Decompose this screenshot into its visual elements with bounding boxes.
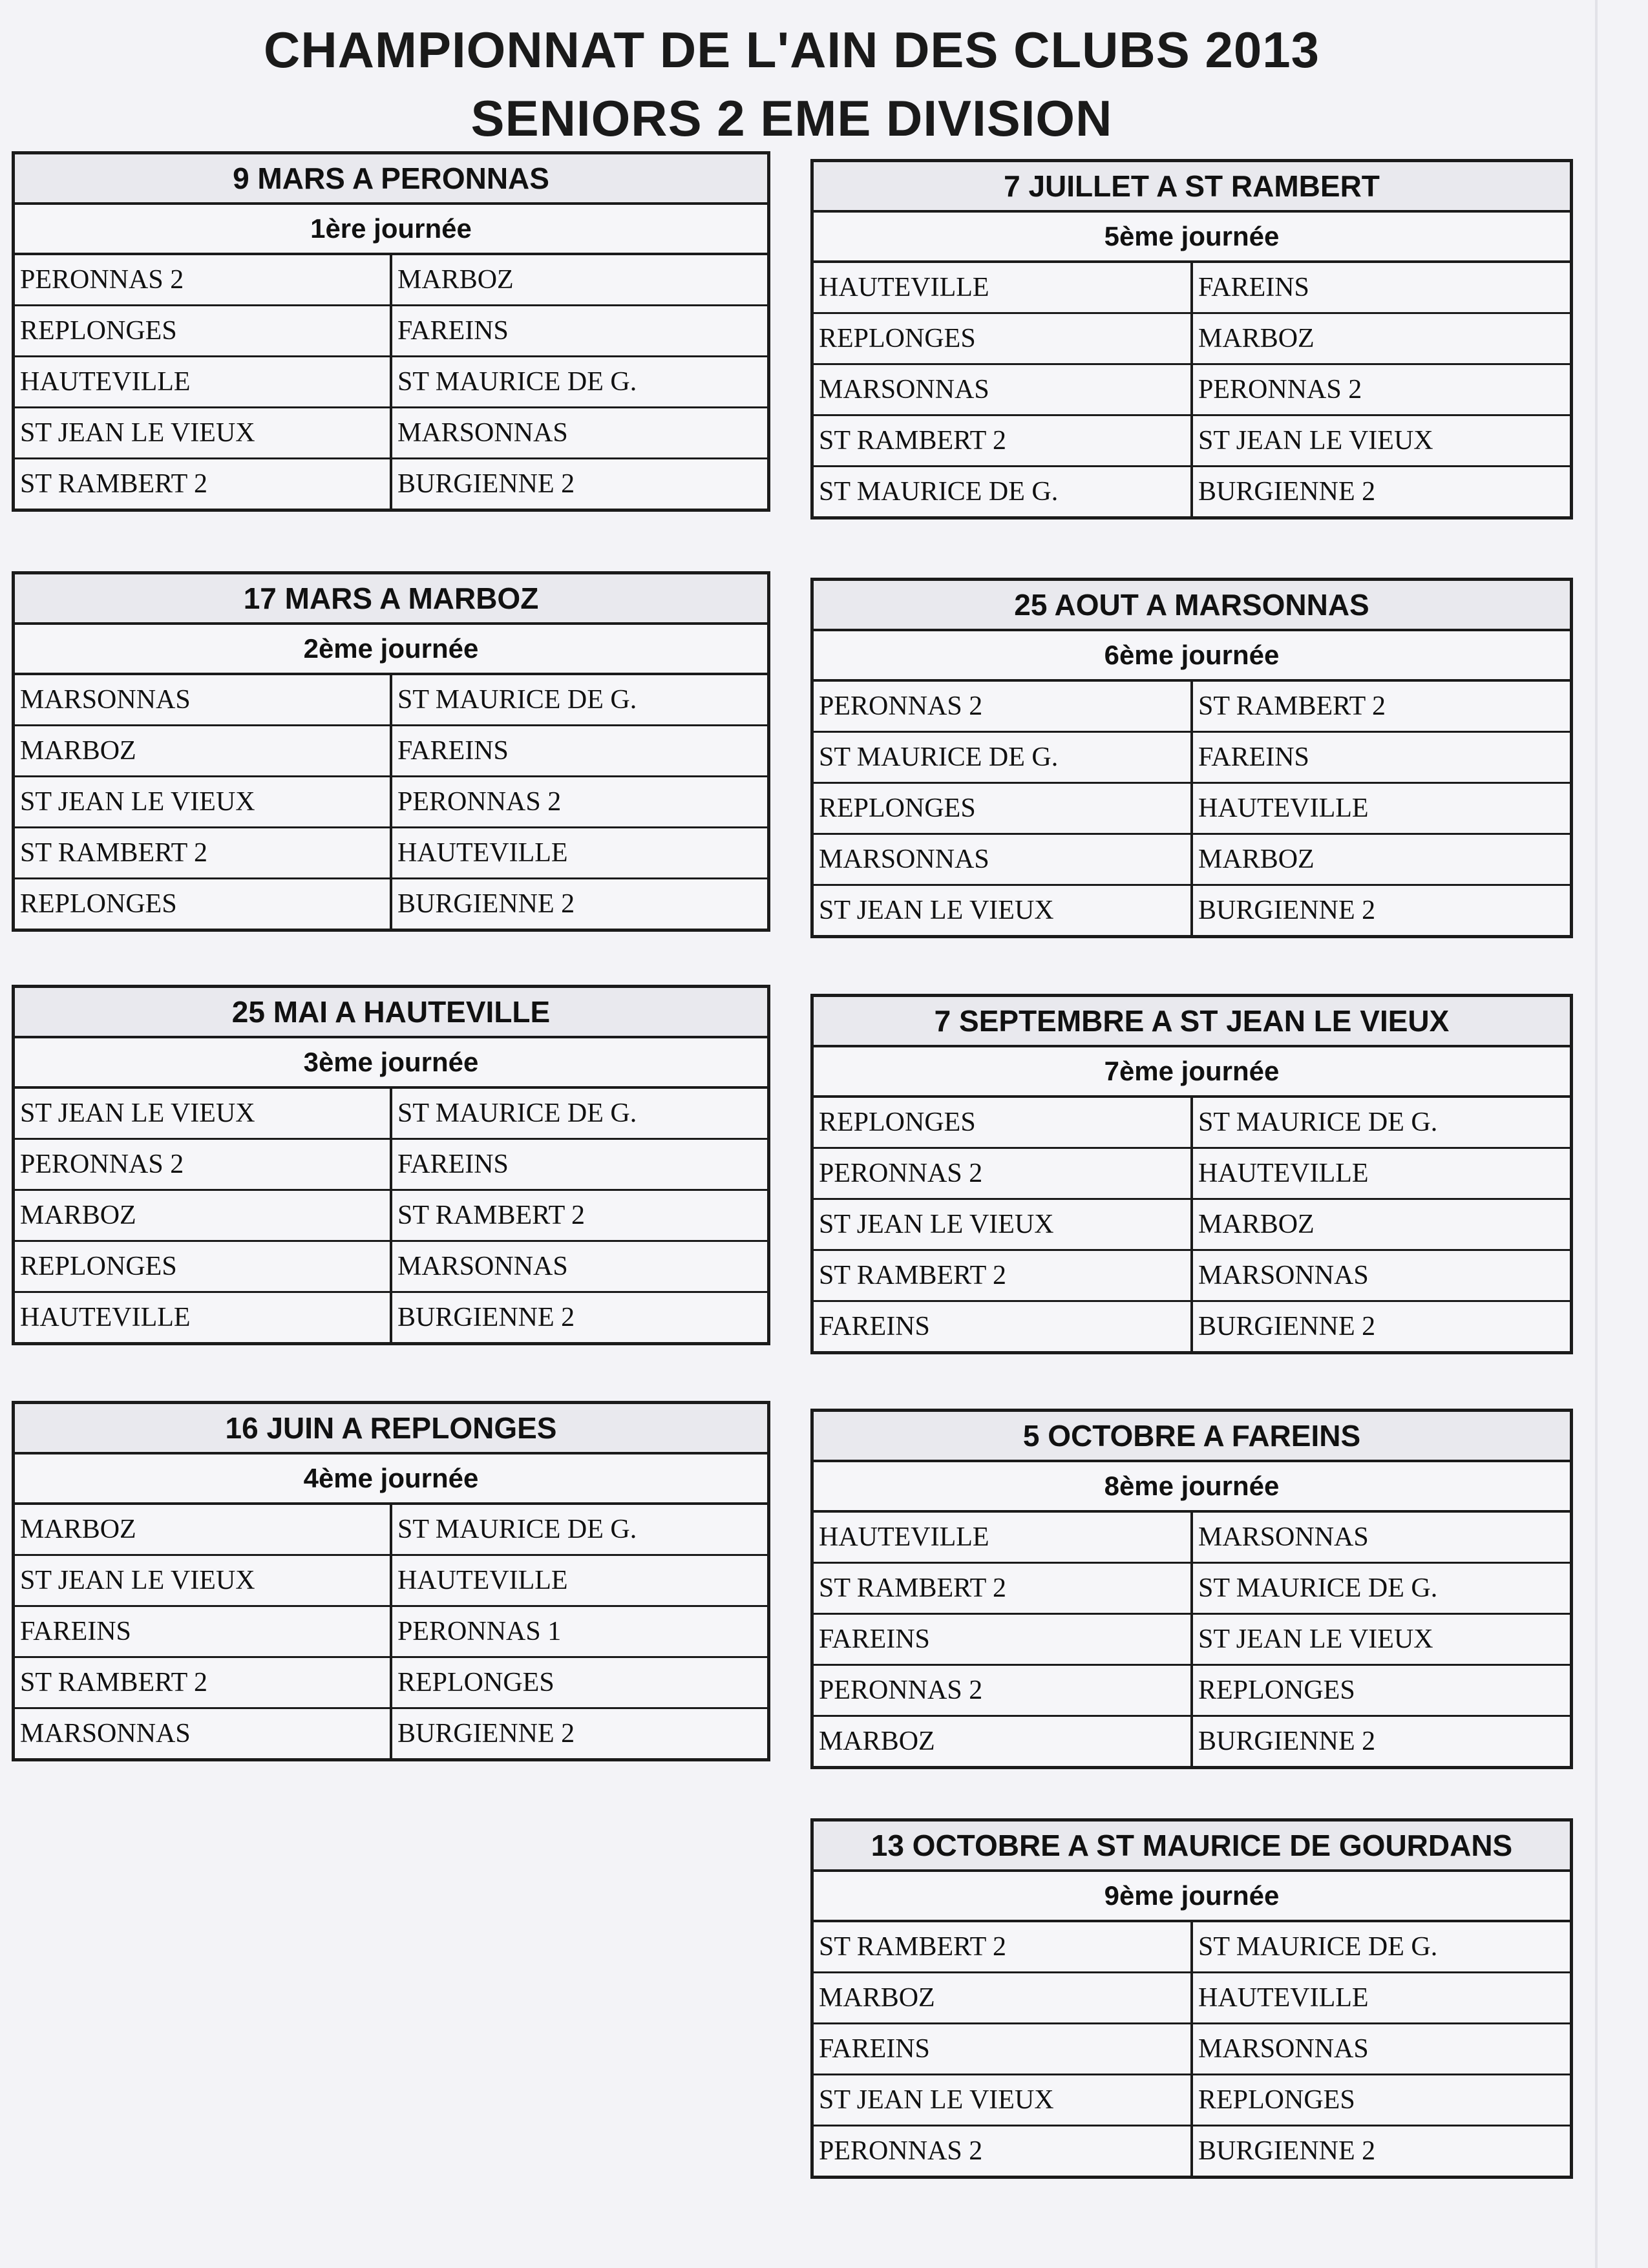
fixtures-table (15, 1089, 767, 1342)
table-row (814, 1614, 1570, 1665)
table-row (814, 2126, 1570, 2176)
home-team: MARSONNAS (814, 834, 1192, 885)
table-row (15, 1657, 767, 1708)
table-row (15, 675, 767, 726)
away-team: BURGIENNE 2 (1192, 467, 1570, 517)
paper-edge (1595, 0, 1598, 2268)
table-row (15, 1241, 767, 1292)
table-row (15, 1089, 767, 1139)
round-date: 25 AOUT A MARSONNAS (814, 581, 1570, 631)
fixtures-table (814, 1513, 1570, 1766)
table-row (814, 1716, 1570, 1767)
round-block-7 (810, 994, 1573, 1354)
away-team: BURGIENNE 2 (1192, 1716, 1570, 1767)
round-block-3 (12, 985, 770, 1345)
table-row (15, 1139, 767, 1190)
table-row (814, 1513, 1570, 1563)
away-team: BURGIENNE 2 (391, 879, 767, 929)
round-block-8 (810, 1409, 1573, 1769)
home-team: ST MAURICE DE G. (814, 732, 1192, 783)
home-team: ST RAMBERT 2 (20, 469, 208, 499)
round-date: 13 OCTOBRE A ST MAURICE DE GOURDANS (814, 1822, 1570, 1872)
home-team: PERONNAS 2 (814, 1665, 1192, 1716)
round-block-5 (810, 159, 1573, 520)
home-team: PERONNAS 2 (15, 255, 391, 306)
page-title: CHAMPIONNAT DE L'AIN DES CLUBS 2013 (264, 21, 1320, 78)
away-team: PERONNAS 1 (391, 1606, 767, 1657)
round-date: 5 OCTOBRE A FAREINS (814, 1412, 1570, 1462)
home-team: ST JEAN LE VIEUX (814, 2075, 1192, 2126)
away-team: MARBOZ (1192, 834, 1570, 885)
round-block-4 (12, 1401, 770, 1761)
table-row (814, 1098, 1570, 1148)
table-row (15, 777, 767, 828)
table-row (15, 1555, 767, 1606)
round-label: 1ère journée (15, 205, 767, 255)
home-team: REPLONGES (20, 889, 177, 919)
home-team: MARSONNAS (20, 1719, 191, 1748)
home-team: ST RAMBERT 2 (814, 1563, 1192, 1614)
home-team: MARBOZ (15, 1505, 391, 1555)
table-row (814, 885, 1570, 936)
away-team: FAREINS (391, 726, 767, 777)
table-row (814, 467, 1570, 517)
table-row (814, 1148, 1570, 1199)
home-team: ST RAMBERT 2 (814, 1250, 1192, 1301)
away-team: ST MAURICE DE G. (1192, 1922, 1570, 1973)
table-row (15, 1505, 767, 1555)
home-team: PERONNAS 2 (814, 682, 1192, 732)
away-team: HAUTEVILLE (1192, 1148, 1570, 1199)
away-team: ST MAURICE DE G. (391, 675, 767, 726)
home-team: HAUTEVILLE (15, 357, 391, 408)
away-team: BURGIENNE 2 (1192, 885, 1570, 936)
home-team: ST JEAN LE VIEUX (15, 408, 391, 459)
table-row (15, 408, 767, 459)
home-team: ST JEAN LE VIEUX (814, 1199, 1192, 1250)
fixtures-table (814, 1922, 1570, 2176)
round-block-9 (810, 1818, 1573, 2179)
away-team: ST JEAN LE VIEUX (1192, 415, 1570, 467)
table-row (15, 255, 767, 306)
round-date: 7 SEPTEMBRE A ST JEAN LE VIEUX (814, 997, 1570, 1047)
table-row (814, 1301, 1570, 1352)
table-row (814, 2075, 1570, 2126)
home-team: ST RAMBERT 2 (814, 1922, 1192, 1973)
away-team: MARSONNAS (391, 408, 767, 459)
home-team: PERONNAS 2 (819, 2136, 983, 2166)
round-date: 9 MARS A PERONNAS (15, 154, 767, 205)
home-team: HAUTEVILLE (20, 1303, 191, 1332)
away-team: ST MAURICE DE G. (1192, 1563, 1570, 1614)
home-team: ST RAMBERT 2 (15, 828, 391, 879)
away-team: MARSONNAS (391, 1241, 767, 1292)
table-row (814, 1563, 1570, 1614)
home-team: ST JEAN LE VIEUX (819, 896, 1054, 925)
table-row (814, 263, 1570, 313)
fixtures-table (814, 263, 1570, 516)
table-row (15, 357, 767, 408)
away-team: ST MAURICE DE G. (1192, 1098, 1570, 1148)
table-row (15, 459, 767, 509)
table-row (814, 834, 1570, 885)
round-block-1 (12, 151, 770, 512)
away-team: ST MAURICE DE G. (391, 357, 767, 408)
away-team: BURGIENNE 2 (391, 1292, 767, 1343)
table-row (814, 313, 1570, 364)
home-team: MARBOZ (819, 1727, 935, 1756)
away-team: FAREINS (1192, 263, 1570, 313)
round-block-2 (12, 571, 770, 932)
home-team: REPLONGES (15, 306, 391, 357)
away-team: ST RAMBERT 2 (1192, 682, 1570, 732)
round-date: 17 MARS A MARBOZ (15, 574, 767, 625)
table-row (15, 306, 767, 357)
home-team: MARSONNAS (814, 364, 1192, 415)
page-subtitle: SENIORS 2 EME DIVISION (470, 90, 1113, 147)
home-team: FAREINS (814, 1614, 1192, 1665)
away-team: FAREINS (1192, 732, 1570, 783)
away-team: REPLONGES (1192, 1665, 1570, 1716)
home-team: REPLONGES (814, 783, 1192, 834)
away-team: BURGIENNE 2 (391, 1708, 767, 1759)
away-team: MARBOZ (1192, 1199, 1570, 1250)
away-team: BURGIENNE 2 (391, 459, 767, 509)
table-row (814, 1665, 1570, 1716)
home-team: REPLONGES (814, 1098, 1192, 1148)
away-team: HAUTEVILLE (1192, 1973, 1570, 2024)
fixtures-table (15, 255, 767, 509)
away-team: ST MAURICE DE G. (391, 1505, 767, 1555)
table-row (814, 1973, 1570, 2024)
table-row (15, 1708, 767, 1759)
round-block-6 (810, 578, 1573, 938)
table-row (15, 726, 767, 777)
home-team: ST RAMBERT 2 (15, 1657, 391, 1708)
home-team: HAUTEVILLE (814, 1513, 1192, 1563)
home-team: ST RAMBERT 2 (814, 415, 1192, 467)
away-team: BURGIENNE 2 (1192, 1301, 1570, 1352)
fixtures-table (814, 682, 1570, 935)
round-label: 2ème journée (15, 625, 767, 675)
away-team: HAUTEVILLE (391, 1555, 767, 1606)
table-row (814, 682, 1570, 732)
home-team: PERONNAS 2 (814, 1148, 1192, 1199)
away-team: HAUTEVILLE (1192, 783, 1570, 834)
away-team: MARSONNAS (1192, 1513, 1570, 1563)
home-team: ST JEAN LE VIEUX (15, 1089, 391, 1139)
round-label: 4ème journée (15, 1454, 767, 1505)
away-team: BURGIENNE 2 (1192, 2126, 1570, 2176)
table-row (814, 1199, 1570, 1250)
away-team: FAREINS (391, 1139, 767, 1190)
away-team: ST RAMBERT 2 (391, 1190, 767, 1241)
home-team: PERONNAS 2 (15, 1139, 391, 1190)
table-row (814, 783, 1570, 834)
home-team: MARBOZ (15, 1190, 391, 1241)
table-row (15, 1292, 767, 1343)
away-team: REPLONGES (1192, 2075, 1570, 2126)
home-team: MARBOZ (814, 1973, 1192, 2024)
round-label: 6ème journée (814, 631, 1570, 682)
away-team: PERONNAS 2 (391, 777, 767, 828)
home-team: HAUTEVILLE (814, 263, 1192, 313)
table-row (814, 1250, 1570, 1301)
table-row (15, 1606, 767, 1657)
round-label: 7ème journée (814, 1047, 1570, 1098)
round-date: 25 MAI A HAUTEVILLE (15, 988, 767, 1038)
home-team: REPLONGES (15, 1241, 391, 1292)
home-team: MARBOZ (15, 726, 391, 777)
table-row (814, 364, 1570, 415)
round-label: 9ème journée (814, 1872, 1570, 1922)
away-team: FAREINS (391, 306, 767, 357)
table-row (814, 732, 1570, 783)
away-team: MARSONNAS (1192, 2024, 1570, 2075)
fixtures-table (15, 675, 767, 929)
table-row (15, 828, 767, 879)
round-date: 16 JUIN A REPLONGES (15, 1404, 767, 1454)
home-team: FAREINS (814, 2024, 1192, 2075)
away-team: MARBOZ (1192, 313, 1570, 364)
away-team: PERONNAS 2 (1192, 364, 1570, 415)
table-row (15, 1190, 767, 1241)
home-team: ST JEAN LE VIEUX (15, 777, 391, 828)
home-team: REPLONGES (814, 313, 1192, 364)
fixtures-table (15, 1505, 767, 1758)
table-row (814, 1922, 1570, 1973)
away-team: HAUTEVILLE (391, 828, 767, 879)
round-date: 7 JUILLET A ST RAMBERT (814, 162, 1570, 213)
round-label: 8ème journée (814, 1462, 1570, 1513)
fixtures-table (814, 1098, 1570, 1351)
away-team: MARBOZ (391, 255, 767, 306)
home-team: MARSONNAS (15, 675, 391, 726)
table-row (814, 2024, 1570, 2075)
home-team: FAREINS (15, 1606, 391, 1657)
round-label: 5ème journée (814, 213, 1570, 263)
home-team: ST JEAN LE VIEUX (15, 1555, 391, 1606)
away-team: MARSONNAS (1192, 1250, 1570, 1301)
away-team: ST JEAN LE VIEUX (1192, 1614, 1570, 1665)
home-team: ST MAURICE DE G. (819, 477, 1059, 507)
away-team: ST MAURICE DE G. (391, 1089, 767, 1139)
table-row (814, 415, 1570, 467)
home-team: FAREINS (819, 1312, 930, 1341)
away-team: REPLONGES (391, 1657, 767, 1708)
round-label: 3ème journée (15, 1038, 767, 1089)
table-row (15, 879, 767, 929)
